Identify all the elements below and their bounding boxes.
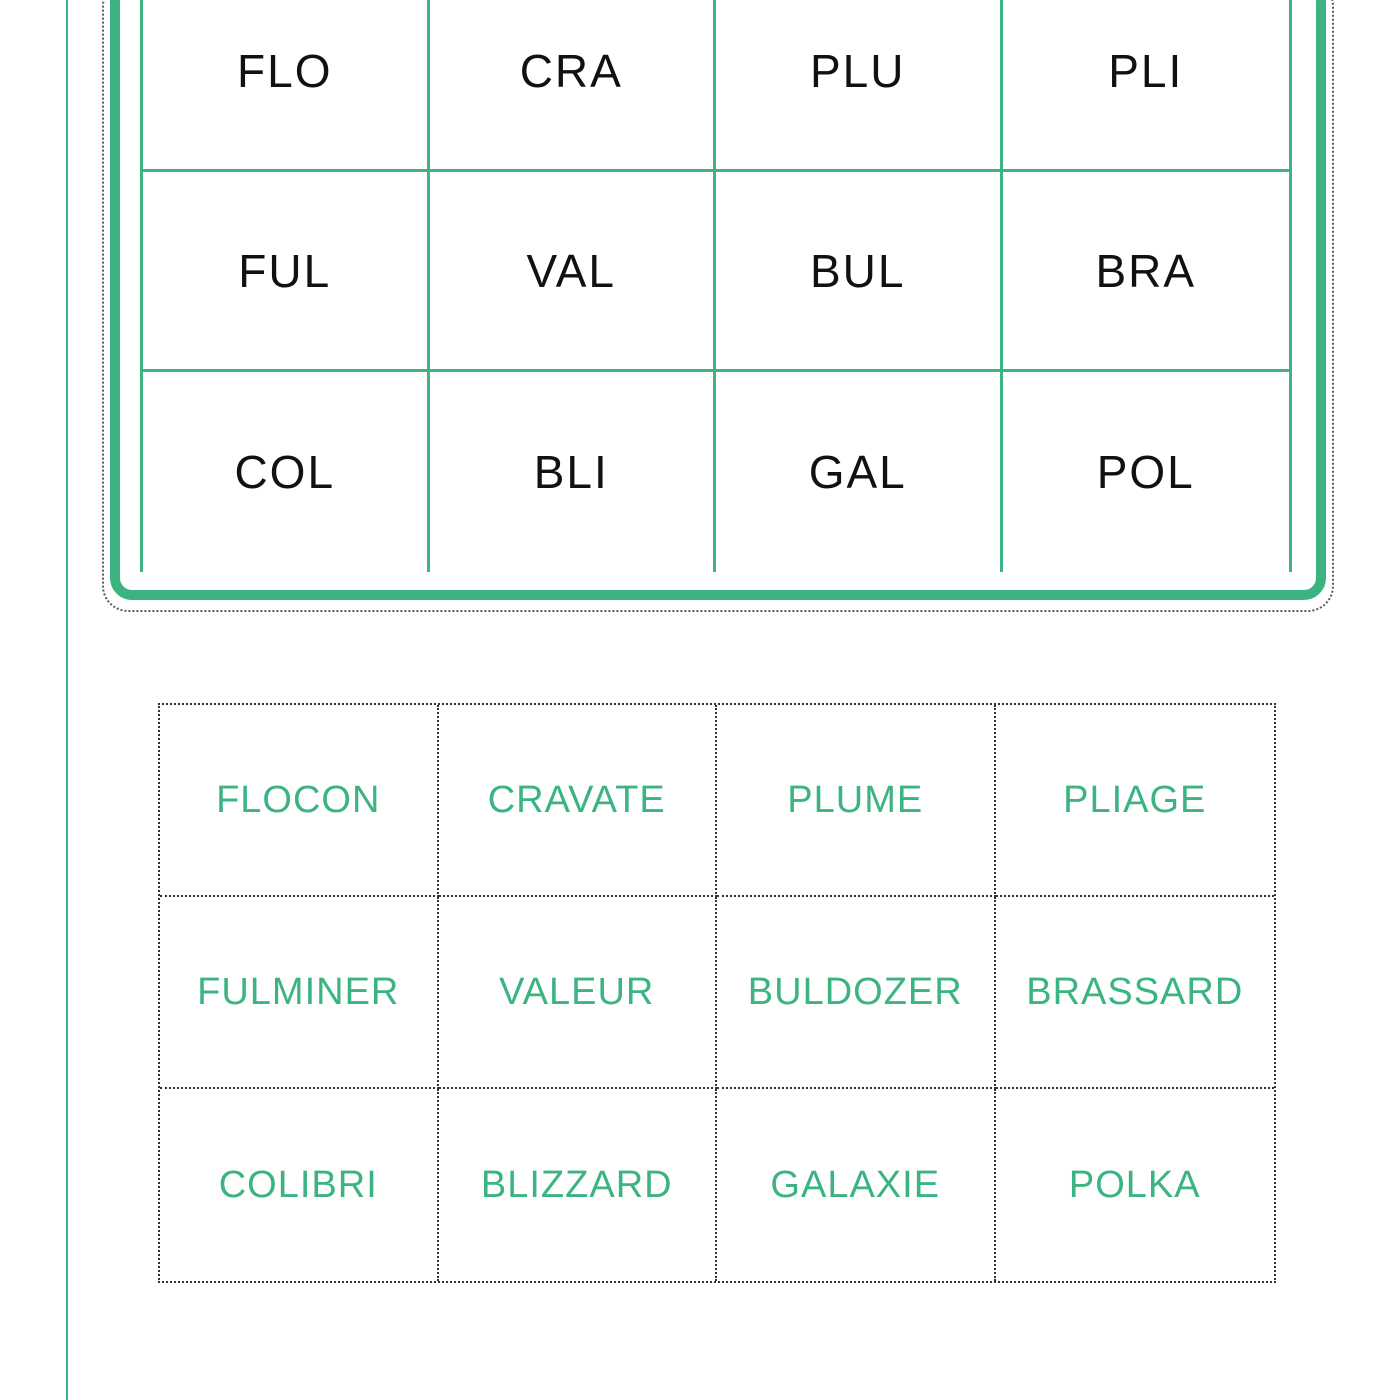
syllable-board xyxy=(140,0,1292,572)
word-card: GALAXIE xyxy=(717,1089,996,1281)
word-card: COLIBRI xyxy=(160,1089,439,1281)
syllable-cell: VAL xyxy=(430,172,717,372)
syllable-cell: CRA xyxy=(430,0,717,172)
word-card: FLOCON xyxy=(160,705,439,897)
syllable-cell: GAL xyxy=(716,372,1003,572)
syllable-cell: BRA xyxy=(1003,172,1290,372)
word-card: BRASSARD xyxy=(996,897,1275,1089)
page-margin-line xyxy=(66,0,68,1400)
word-card: BULDOZER xyxy=(717,897,996,1089)
word-card: PLUME xyxy=(717,705,996,897)
word-card: POLKA xyxy=(1068,1163,1201,1206)
syllable-cell: COL xyxy=(143,372,430,572)
syllable-cell: FLO xyxy=(143,0,430,172)
word-card: VALEUR xyxy=(439,897,718,1089)
syllable-cell: BLI xyxy=(430,372,717,572)
word-card: CRAVATE xyxy=(439,705,718,897)
syllable-cell: FUL xyxy=(143,172,430,372)
word-card: FULMINER xyxy=(160,897,439,1089)
syllable-cell: POL xyxy=(1096,446,1195,498)
word-card: PLIAGE xyxy=(996,705,1275,897)
word-card-sheet xyxy=(158,703,1276,1283)
word-card: BLIZZARD xyxy=(439,1089,718,1281)
syllable-cell: PLI xyxy=(1003,0,1290,172)
syllable-cell: BUL xyxy=(716,172,1003,372)
syllable-cell: PLU xyxy=(716,0,1003,172)
